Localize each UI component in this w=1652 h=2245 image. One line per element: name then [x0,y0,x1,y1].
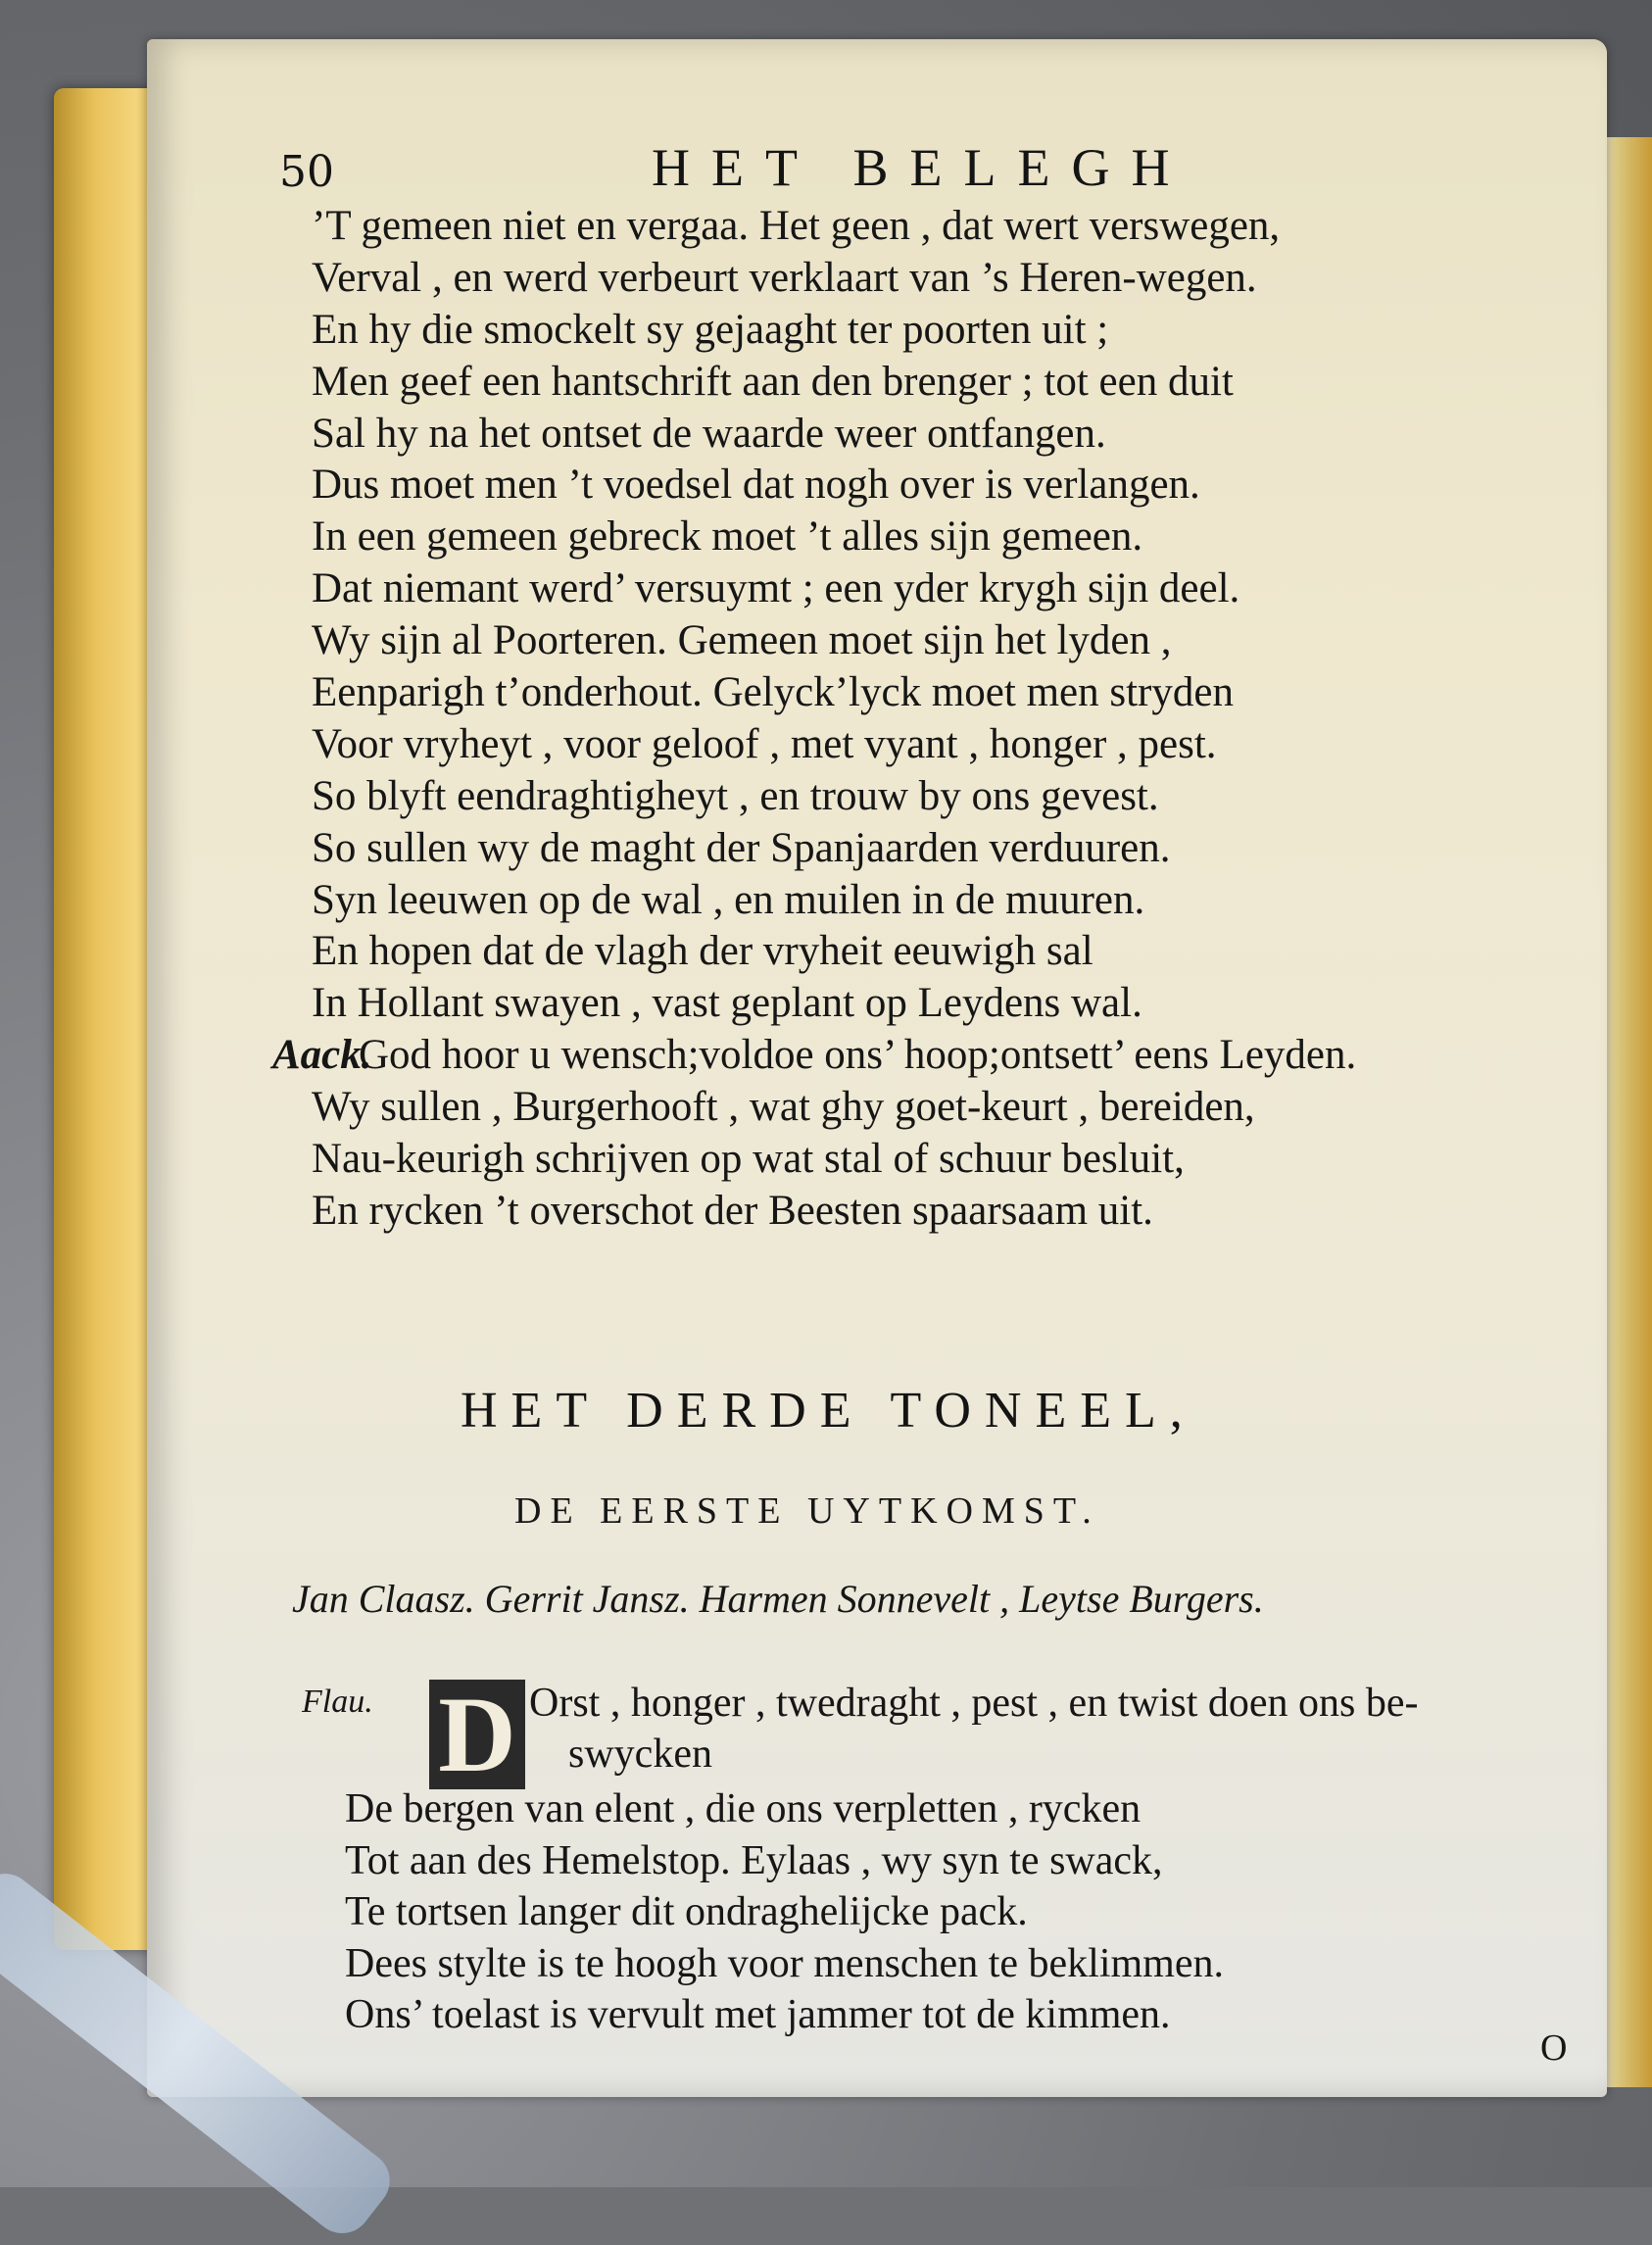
verse-line: Eenparigh t’onderhout. Gelyck’lyck moet men stryden [312,669,1234,716]
verse-line: Men geef een hantschrift aan den brenger ; tot een duit [312,358,1234,405]
signature-mark: O [1540,2027,1568,2069]
speech-block [345,1783,1224,2041]
verse-block [272,201,1615,1238]
verse-line: Wy sijn al Poorteren. Gemeen moet sijn het lyden , [312,617,1172,664]
speech-line: En rycken ’t overschot der Beesten spaarsaam uit. [312,1187,1153,1234]
verse-line: En hy die smockelt sy gejaaght ter poorten uit ; [312,306,1109,353]
speech-line: Wy sullen , Burgerhooft , wat ghy goet-keurt , bereiden, [312,1084,1255,1131]
page-number: 50 [279,147,334,197]
verse-line: So sullen wy de maght der Spanjaarden verduuren. [312,824,1171,871]
speech-line: Te tortsen langer dit ondraghelijcke pack. [345,1889,1028,1934]
speech-line: Ons’ toelast is vervult met jammer tot de kimmen. [345,1992,1171,2037]
verse-line: Dus moet men ’t voedsel dat nogh over is verlangen. [312,462,1200,509]
verse-line: Voor vryheyt , voor geloof , met vyant , honger , pest. [312,720,1217,767]
verse-line: In Hollant swayen , vast geplant op Leydens wal. [312,980,1142,1027]
speech-line: De bergen van elent , die ons verpletten , rycken [345,1786,1142,1831]
verse-line: Verval , en werd verbeurt verklaart van ’s Heren-wegen. [312,254,1257,301]
scene-subtitle: DE EERSTE UYTKOMST. [514,1490,1100,1532]
speech-opening [529,1678,1419,1780]
speech-line: Orst , honger , twedraght , pest , en twist doen ons be- [529,1681,1419,1726]
character-list: Jan Claasz. Gerrit Jansz. Harmen Sonnevelt , Leytse Burgers. [292,1577,1264,1621]
speech-line [272,1030,1615,1082]
speech-text: God hoor u wensch;voldoe ons’ hoop;ontsett’ eens Leyden. [359,1032,1357,1079]
speech-line: Tot aan des Hemelstop. Eylaas , wy syn te swack, [345,1837,1163,1883]
page-header [279,137,1357,206]
verse-line: Dat niemant werd’ versuymt ; een yder krygh sijn deel. [312,565,1240,612]
verse-line: In een gemeen gebreck moet ’t alles sijn gemeen. [312,513,1143,561]
speech-line: swycken [568,1732,712,1777]
verse-line: Syn leeuwen op de wal , en muilen in de muuren. [312,876,1145,923]
verse-line: ’T gemeen niet en vergaa. Het geen , dat wert verswegen, [312,203,1281,249]
drop-cap: D [429,1680,525,1789]
running-title: HET BELEGH [652,138,1191,197]
scene-title: HET DERDE TONEEL, [461,1383,1196,1439]
speech-line: Nau-keurigh schrijven op wat stal of schuur besluit, [312,1136,1185,1183]
verse-line: Sal hy na het ontset de waarde weer ontfangen. [312,410,1106,457]
verse-line: En hopen dat de vlagh der vryheit eeuwigh sal [312,928,1093,975]
verse-line: So blyft eendraghtigheyt , en trouw by ons gevest. [312,772,1159,819]
speech-line: Dees stylte is te hoogh voor menschen te beklimmen. [345,1940,1224,1986]
speaker-label: Flau. [302,1684,373,1720]
speaker-label: Aack. [272,1032,372,1079]
